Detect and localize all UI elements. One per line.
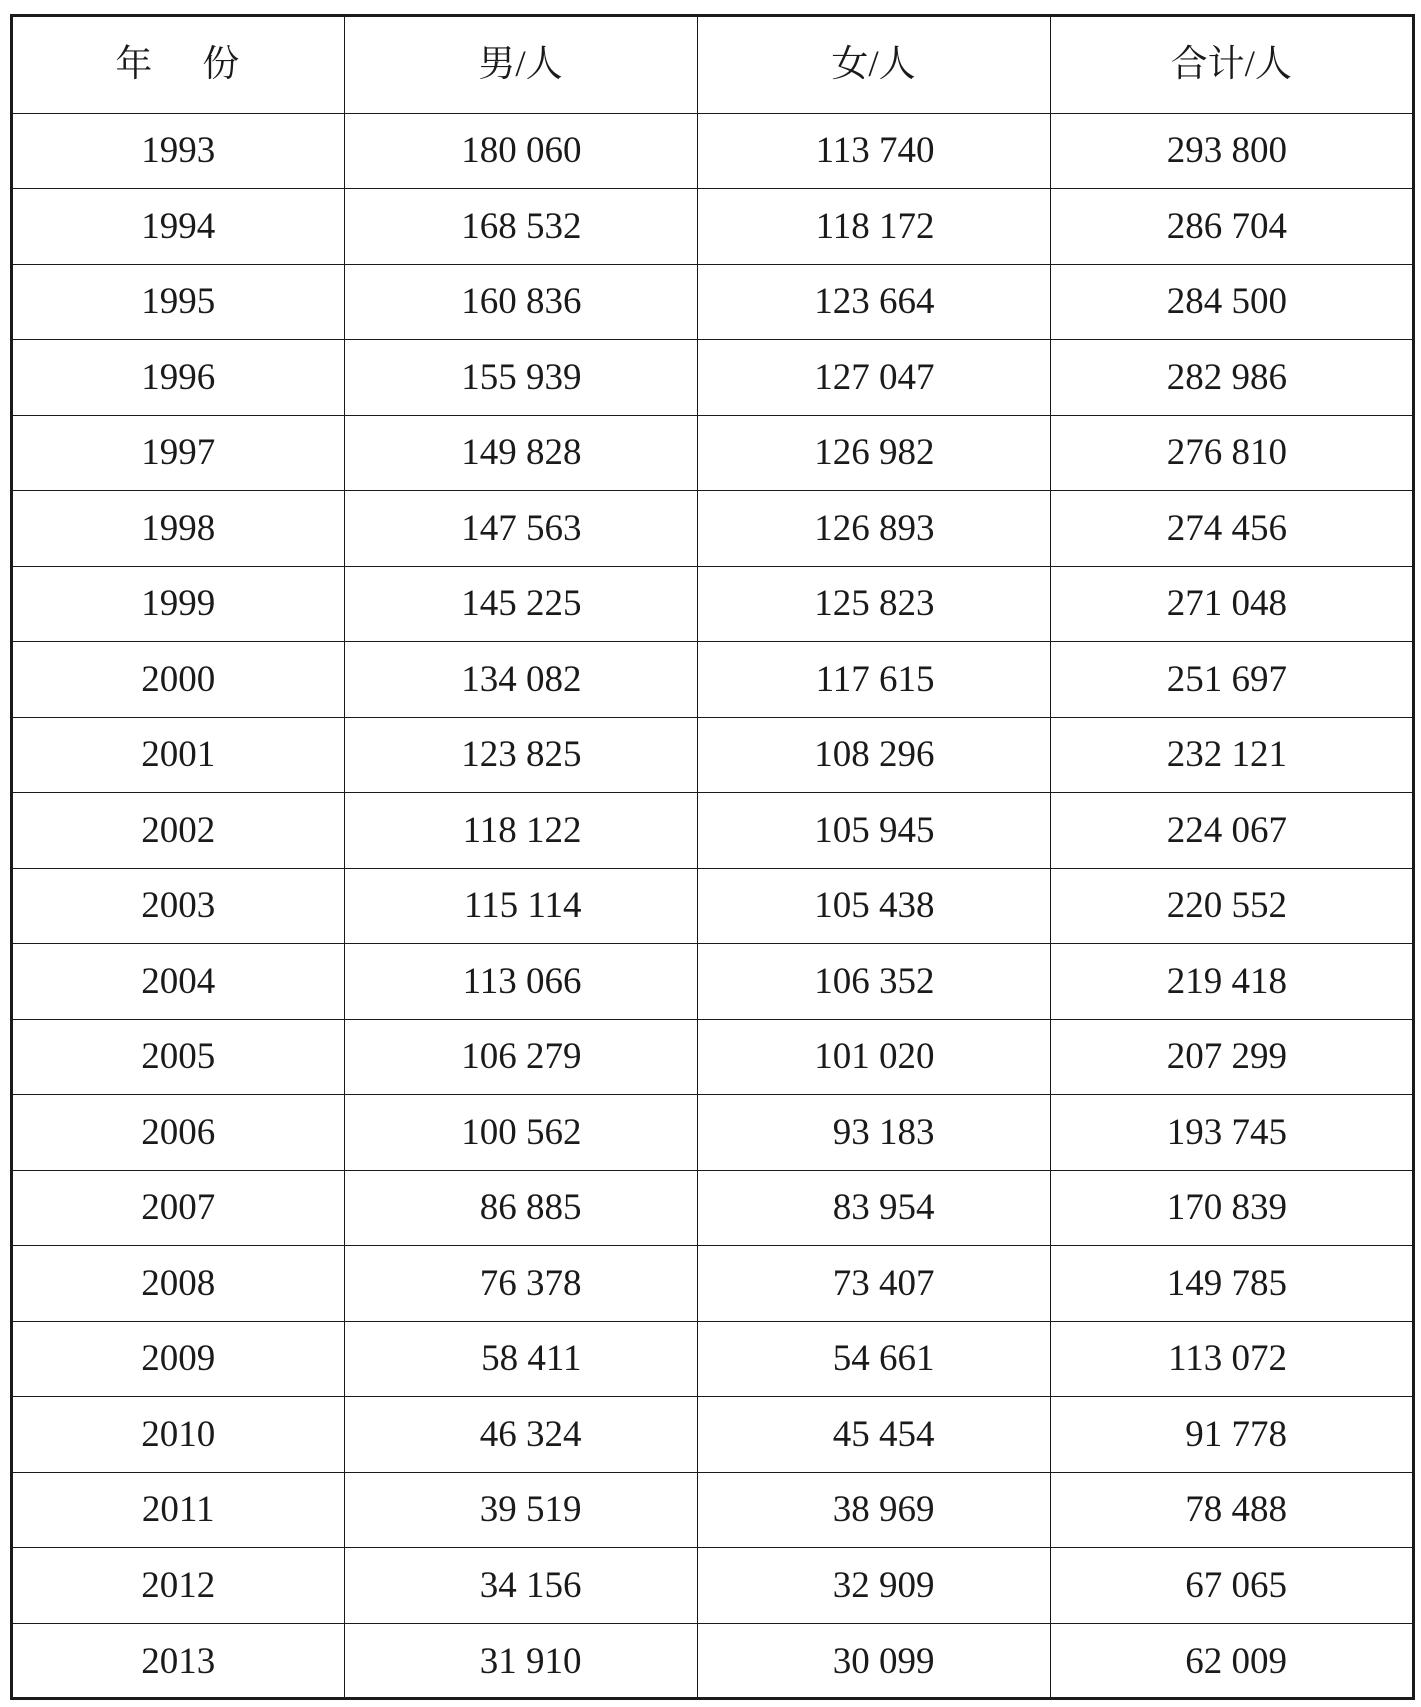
cell-year: 2002 [13,793,344,869]
cell-total: 193 745 [1050,1095,1412,1171]
cell-year: 1994 [13,189,344,265]
cell-year: 2003 [13,868,344,944]
cell-female: 117 615 [697,642,1050,718]
cell-year: 1995 [13,264,344,340]
table-body [13,113,1412,1699]
cell-female: 105 438 [697,868,1050,944]
cell-total: 282 986 [1050,340,1412,416]
cell-female: 73 407 [697,1246,1050,1322]
cell-female: 38 969 [697,1472,1050,1548]
cell-male: 155 939 [344,340,697,416]
cell-female: 105 945 [697,793,1050,869]
header-row [13,17,1412,113]
cell-male: 123 825 [344,717,697,793]
cell-female: 127 047 [697,340,1050,416]
cell-female: 118 172 [697,189,1050,265]
header-year-char-2: 份 [202,44,242,86]
table-row [13,1246,1412,1322]
cell-year: 1997 [13,415,344,491]
cell-total: 284 500 [1050,264,1412,340]
cell-year: 2005 [13,1019,344,1095]
table-row [13,491,1412,567]
cell-total: 274 456 [1050,491,1412,567]
cell-year: 2006 [13,1095,344,1171]
cell-female: 126 893 [697,491,1050,567]
table-row [13,566,1412,642]
cell-total: 286 704 [1050,189,1412,265]
cell-year: 2008 [13,1246,344,1322]
cell-female: 123 664 [697,264,1050,340]
cell-total: 276 810 [1050,415,1412,491]
cell-male: 134 082 [344,642,697,718]
cell-female: 83 954 [697,1170,1050,1246]
cell-total: 91 778 [1050,1397,1412,1473]
cell-year: 1998 [13,491,344,567]
cell-female: 32 909 [697,1548,1050,1624]
cell-year: 2011 [13,1472,344,1548]
cell-total: 219 418 [1050,944,1412,1020]
table-row [13,1170,1412,1246]
cell-total: 62 009 [1050,1623,1412,1699]
cell-female: 126 982 [697,415,1050,491]
cell-year: 1996 [13,340,344,416]
header-year-char-1: 年 [115,44,155,86]
cell-year: 1993 [13,113,344,189]
cell-male: 58 411 [344,1321,697,1397]
cell-male: 31 910 [344,1623,697,1699]
cell-year: 2007 [13,1170,344,1246]
cell-female: 45 454 [697,1397,1050,1473]
cell-total: 170 839 [1050,1170,1412,1246]
cell-male: 76 378 [344,1246,697,1322]
cell-year: 2009 [13,1321,344,1397]
cell-male: 149 828 [344,415,697,491]
table-row [13,113,1412,189]
cell-male: 160 836 [344,264,697,340]
cell-male: 100 562 [344,1095,697,1171]
cell-total: 293 800 [1050,113,1412,189]
cell-male: 180 060 [344,113,697,189]
table-row [13,340,1412,416]
cell-male: 145 225 [344,566,697,642]
table-row [13,1321,1412,1397]
table-row [13,717,1412,793]
cell-female: 125 823 [697,566,1050,642]
table-row [13,868,1412,944]
cell-female: 93 183 [697,1095,1050,1171]
table-row [13,1548,1412,1624]
cell-total: 232 121 [1050,717,1412,793]
cell-total: 251 697 [1050,642,1412,718]
table-row [13,642,1412,718]
table-row [13,1095,1412,1171]
cell-total: 207 299 [1050,1019,1412,1095]
cell-total: 149 785 [1050,1246,1412,1322]
table-header [13,17,1412,113]
table-row [13,793,1412,869]
cell-male: 147 563 [344,491,697,567]
cell-total: 67 065 [1050,1548,1412,1624]
cell-total: 220 552 [1050,868,1412,944]
cell-male: 168 532 [344,189,697,265]
cell-year: 1999 [13,566,344,642]
cell-male: 115 114 [344,868,697,944]
cell-female: 54 661 [697,1321,1050,1397]
population-table-container [10,14,1415,1700]
table-row [13,944,1412,1020]
table-row [13,1472,1412,1548]
cell-male: 118 122 [344,793,697,869]
cell-female: 30 099 [697,1623,1050,1699]
cell-female: 113 740 [697,113,1050,189]
cell-male: 86 885 [344,1170,697,1246]
cell-total: 78 488 [1050,1472,1412,1548]
cell-male: 113 066 [344,944,697,1020]
cell-year: 2010 [13,1397,344,1473]
table-row [13,1019,1412,1095]
table-row [13,1623,1412,1699]
table-row [13,1397,1412,1473]
cell-year: 2001 [13,717,344,793]
cell-total: 113 072 [1050,1321,1412,1397]
table-row [13,415,1412,491]
table-row [13,264,1412,340]
cell-male: 39 519 [344,1472,697,1548]
cell-year: 2013 [13,1623,344,1699]
cell-male: 46 324 [344,1397,697,1473]
cell-total: 224 067 [1050,793,1412,869]
table-row [13,189,1412,265]
cell-male: 106 279 [344,1019,697,1095]
cell-female: 101 020 [697,1019,1050,1095]
cell-female: 108 296 [697,717,1050,793]
cell-male: 34 156 [344,1548,697,1624]
cell-total: 271 048 [1050,566,1412,642]
cell-year: 2000 [13,642,344,718]
cell-year: 2012 [13,1548,344,1624]
cell-year: 2004 [13,944,344,1020]
header-total: 合计/人 [1050,17,1412,113]
cell-female: 106 352 [697,944,1050,1020]
header-female: 女/人 [697,17,1050,113]
header-male: 男/人 [344,17,697,113]
population-table [13,17,1412,1699]
header-year [13,17,344,113]
